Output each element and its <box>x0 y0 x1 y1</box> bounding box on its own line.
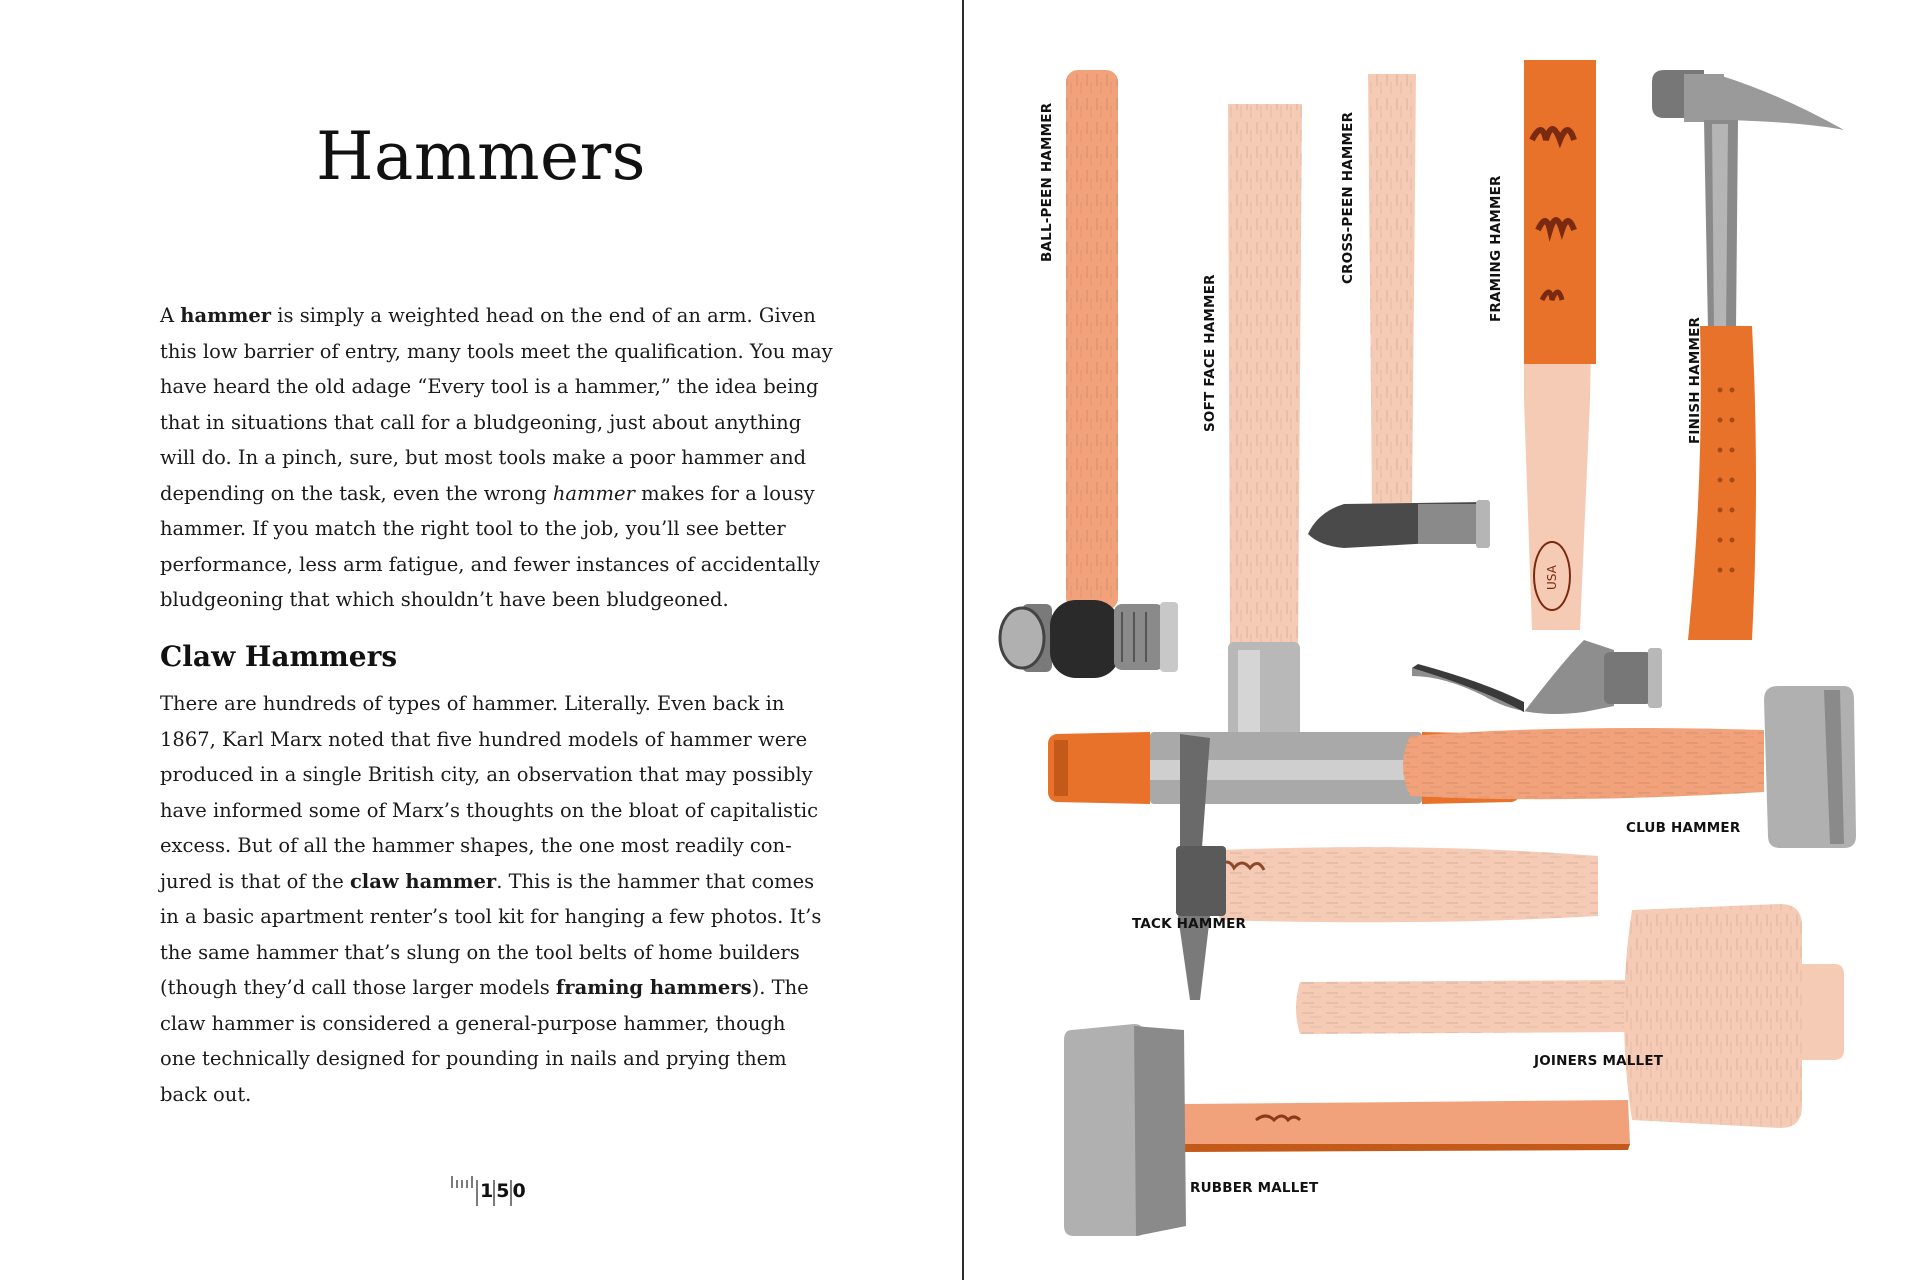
text-line: have heard the old adage “Every tool is a hammer,” the idea being <box>160 375 819 398</box>
text-run: A <box>160 304 181 327</box>
framing-hammer <box>1412 60 1662 714</box>
text-line: 1867, Karl Marx noted that five hundred models of hammer were <box>160 727 808 751</box>
text-line <box>160 476 815 512</box>
text-line <box>160 970 809 1006</box>
soft-face-hammer <box>1048 104 1520 804</box>
ball-peen-hammer <box>1000 70 1178 678</box>
bold-term: hammer <box>180 304 272 327</box>
rubber-mallet-label: RUBBER MALLET <box>1190 1180 1319 1196</box>
text-line: that in situations that call for a bludgeoning, just about anything <box>160 410 802 434</box>
page-title: Hammers <box>315 118 647 195</box>
text-run: depending on the task, even the wrong <box>160 481 553 505</box>
section-heading: Claw Hammers <box>160 640 398 673</box>
text-line: excess. But of all the hammer shapes, the one most readily con- <box>160 834 792 857</box>
text-line <box>160 298 816 334</box>
italic-term: hammer <box>552 481 635 505</box>
text-line: the same hammer that’s slung on the tool belts of home builders <box>160 940 800 964</box>
tack-hammer-label: TACK HAMMER <box>1132 916 1247 932</box>
club-hammer <box>1403 686 1856 848</box>
claw-hammers-paragraph <box>160 686 822 1112</box>
right-page-illustration <box>964 0 1920 1280</box>
bold-term: framing hammers <box>555 976 752 999</box>
text-line: There are hundreds of types of hammer. Literally. Even back in <box>160 692 785 715</box>
text-run: ). The <box>751 976 809 999</box>
text-line: hammer. If you match the right tool to the job, you’ll see better <box>160 517 786 540</box>
text-line: will do. In a pinch, sure, but most tools make a poor hammer and <box>160 446 807 469</box>
cross-peen-hammer <box>1308 74 1490 548</box>
usa-stamp: USA <box>1545 565 1559 590</box>
text-run: jured is that of the <box>160 869 350 893</box>
text-line: in a basic apartment renter’s tool kit for hanging a few photos. It’s <box>160 905 822 928</box>
bold-term: claw hammer <box>349 869 497 893</box>
ball-peen-label: BALL-PEEN HAMMER <box>1039 102 1055 262</box>
cross-peen-label: CROSS-PEEN HAMMER <box>1340 111 1356 284</box>
text-run: is simply a weighted head on the end of an arm. Given <box>271 304 816 327</box>
intro-paragraph <box>160 298 833 618</box>
text-line: produced in a single British city, an observation that may possibly <box>160 763 813 786</box>
text-line: this low barrier of entry, many tools meet the qualification. You may <box>160 339 833 363</box>
text-line: one technically designed for pounding in nails and prying them <box>160 1047 787 1070</box>
finish-label: FINISH HAMMER <box>1687 316 1703 444</box>
page-number: 150 <box>480 1180 529 1202</box>
text-run: . This is the hammer that comes <box>496 869 815 893</box>
text-line: performance, less arm fatigue, and fewer instances of accidentally <box>160 552 820 576</box>
joiners-mallet-label: JOINERS MALLET <box>1534 1053 1664 1069</box>
soft-face-label: SOFT FACE HAMMER <box>1202 274 1218 432</box>
joiners-mallet <box>1296 904 1844 1128</box>
club-hammer-label: CLUB HAMMER <box>1626 820 1741 836</box>
text-line: claw hammer is considered a general-purpose hammer, though <box>160 1011 786 1035</box>
finish-hammer <box>1652 70 1844 640</box>
text-run: (though they’d call those larger models <box>160 976 556 999</box>
text-line: bludgeoning that which shouldn’t have been bludgeoned. <box>160 588 729 611</box>
framing-label: FRAMING HAMMER <box>1488 175 1504 322</box>
text-line: have informed some of Marx’s thoughts on the bloat of capitalistic <box>160 798 819 822</box>
text-line: back out. <box>160 1082 252 1106</box>
text-line <box>160 864 815 900</box>
hammers-illustration <box>964 0 1920 1280</box>
page-folio <box>450 1172 530 1206</box>
text-run: makes for a lousy <box>634 481 815 505</box>
